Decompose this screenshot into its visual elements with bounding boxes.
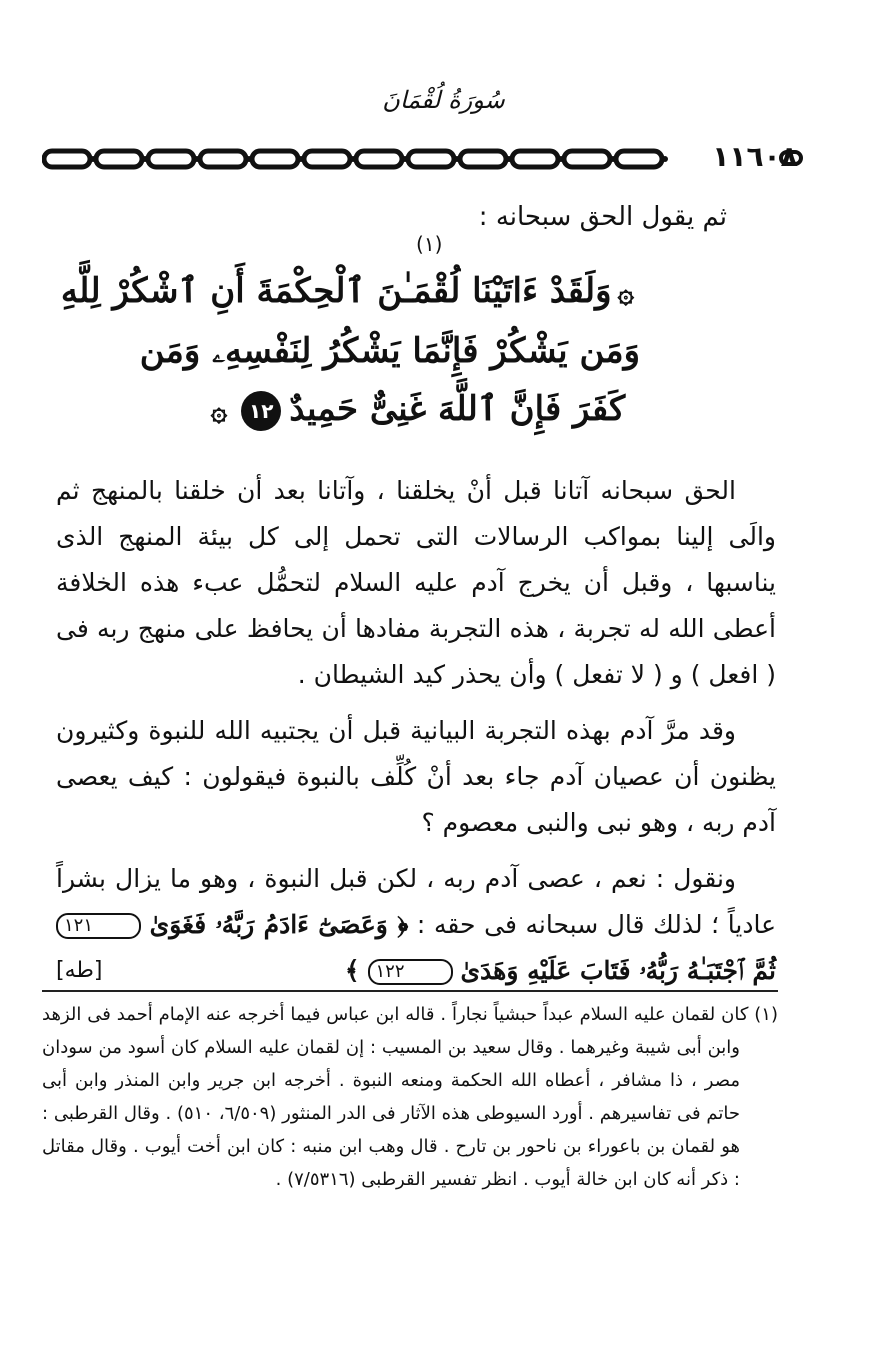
- verse-line-1: [60, 262, 640, 322]
- verse-line-3-text: كَفَرَ فَإِنَّ ٱللَّهَ غَنِىٌّ حَمِيدٌ: [289, 389, 626, 429]
- ayah-number-121: ١٢١: [56, 913, 141, 939]
- paragraph-2: وقد مرَّ آدم بهذه التجربة البيانية قبل أن يجتبيه الله للنبوة وكثيرون يظنون أن عصيان آدم جاء بعد أنْ كُلِّف بالنبوة فيقولون : كيف يعصى آدم ربه ، وهو نبى والنبى معصوم ؟: [56, 716, 776, 837]
- footnotes: [42, 998, 778, 1196]
- verse-line-2: وَمَن يَشْكُرْ فَإِنَّمَا يَشْكُرُ لِنَفْسِهِۦ وَمَن: [139, 331, 640, 371]
- ayah-number-badge: ١٢: [241, 391, 281, 431]
- paragraph-3: [56, 856, 776, 994]
- decorative-chain-border: [42, 146, 690, 172]
- inline-verse-1: ﴿ وَعَصَىٰٓ ءَادَمُ رَبَّهُۥ فَغَوَىٰ: [149, 910, 409, 939]
- surah-title: سُورَةُ لُقْمَانَ: [382, 86, 505, 114]
- paragraph-3-text: ونقول : نعم ، عصى آدم ربه ، لكن قبل النبوة ، وهو ما يزال بشراً عادياً ؛ لذلك قال سبحانه فى حقه :: [56, 864, 777, 939]
- header-ornament-icon: [778, 148, 804, 168]
- verse-line-1-text: وَلَقَدْ ءَاتَيْنَا لُقْمَـٰنَ ٱلْحِكْمَةَ أَنِ ٱشْكُرْ لِلَّهِ: [60, 271, 612, 311]
- surah-reference: [طه]: [56, 958, 103, 983]
- verse-open-ornament-icon: ۞: [617, 276, 634, 309]
- footnote-1: (١) كان لقمان عليه السلام عبداً حبشياً نجاراً . قاله ابن عباس فيما أخرجه عنه الإمام أحمد فى الزهد وابن أبى شيبة وغيرهما . وقال سعيد بن المسيب : إن لقمان عليه السلام كان أسود من سودان مصر ، ذا مشافر ، أعطاه الله الحكمة ومنعه النبوة . أخرجه ابن جرير وابن المنذر وابن أبى حاتم فى تفاسيرهم . أورد السيوطى هذه الآثار فى الدر المنثور (٦/٥٠٩، ٥١٠) . وقال القرطبى : هو لقمان بن باعوراء بن ناحور بن تارح . قال وهب ابن منبه : كان ابن أخت أيوب . وقال مقاتل : ذكر أنه كان ابن خالة أيوب . انظر تفسير القرطبى (٧/٥٣١٦) .: [42, 1004, 778, 1190]
- ayah-number-122: ١٢٢: [368, 959, 453, 985]
- footnote-divider: [42, 990, 778, 992]
- intro-text: ثم يقول الحق سبحانه :: [478, 202, 727, 232]
- paragraph-1: الحق سبحانه آتانا قبل أنْ يخلقنا ، وآتانا بعد أن خلقنا بالمنهج ثم والَى إلينا بمواكب الرسالات التى تحمل إلى كل بيئة المنهج الذى يناسبها ، وقبل أن يخرج آدم عليه السلام لتحمُّل عبء هذه الخلافة أعطى الله له تجربة ، هذه التجربة مفادها أن يحافظ على منهج ربه فى ( افعل ) و ( لا تفعل ) وأن يحذر كيد الشيطان .: [56, 476, 776, 689]
- quran-verse-block: [60, 262, 640, 440]
- inline-verse-close: ﴾: [344, 956, 360, 985]
- commentary-body: [56, 468, 776, 1004]
- inline-verse-2: ثُمَّ ٱجْتَبَـٰهُ رَبُّهُۥ فَتَابَ عَلَيْهِ وَهَدَىٰ: [460, 956, 776, 985]
- page-number: ١١٦٠٨: [712, 140, 798, 173]
- verse-line-3: [190, 380, 640, 440]
- verse-close-ornament-icon: ۞: [210, 394, 228, 427]
- footnote-marker: (١): [416, 232, 443, 256]
